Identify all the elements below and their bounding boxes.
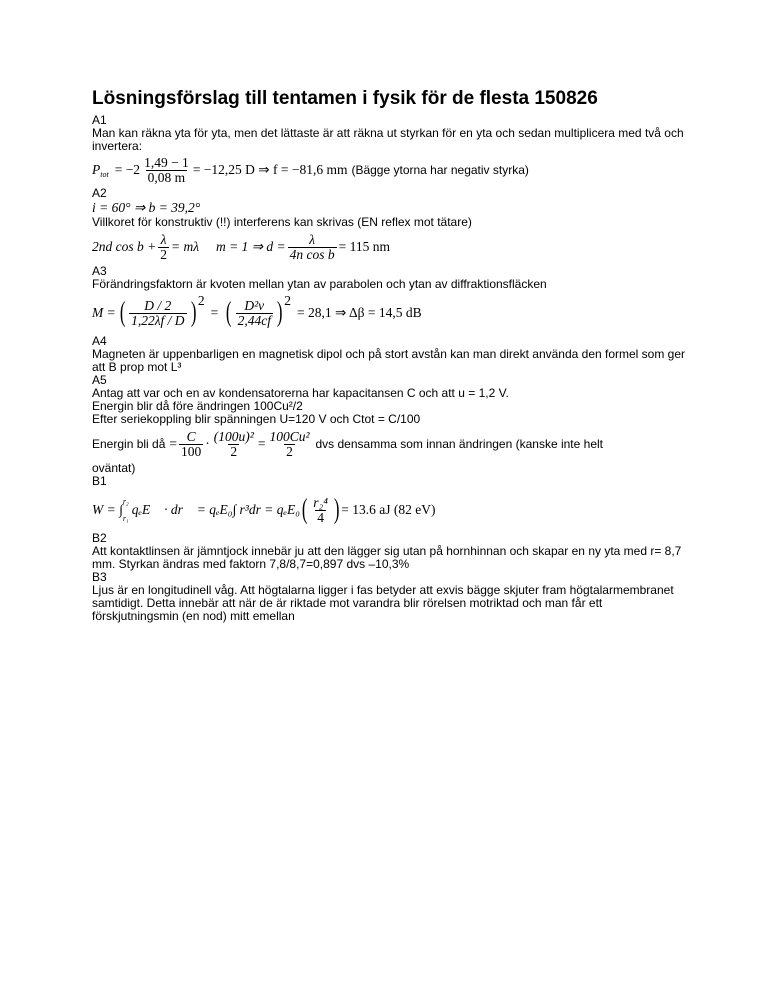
a1-note: (Bägge ytorna har negativ styrka): [351, 162, 529, 177]
b1-eq-lhs: W = ∫: [92, 502, 123, 517]
b1-eq-body: qₑE⃗ · dr⃗ = qₑE₀∫ r³dr = qₑE₀: [131, 502, 300, 517]
a3-text: Förändringsfaktorn är kvoten mellan ytan av parabolen och ytan av diffraktionsfläcken: [92, 277, 547, 291]
section-label-b2: B2: [92, 531, 107, 545]
a1-text: Man kan räkna yta för yta, men det lättaste är att räkna ut styrkan för en yta och sedan multiplicera med två och invertera:: [92, 126, 684, 153]
document-page: [92, 88, 692, 623]
a3-eq-f2-num: D²ν: [244, 297, 265, 313]
a2-eq-f1-den: 2: [160, 246, 167, 262]
a2-equation: [92, 229, 692, 265]
a5-f1-num: C: [186, 428, 196, 444]
section-label-a3: A3: [92, 264, 107, 278]
a2-eq-mid: = mλ m = 1 ⇒ d =: [170, 239, 286, 254]
section-label-a1: A1: [92, 113, 107, 127]
a2-eq-rhs: = 115 nm: [338, 239, 390, 254]
section-label-a2: A2: [92, 186, 107, 200]
a1-eq-den: 0,08 m: [147, 169, 186, 185]
a3-eq-f2-den: 2,44cf: [237, 312, 271, 328]
section-label-a4: A4: [92, 334, 107, 348]
section-label-b3: B3: [92, 570, 107, 584]
a5-tail2: oväntat): [92, 461, 136, 475]
a5-line3: Efter seriekoppling blir spänningen U=120 V och Ctot = C/100: [92, 412, 421, 426]
a3-eq-eq: =: [210, 305, 219, 320]
b1-eq-frac-num: r₂⁴: [313, 494, 328, 510]
a3-eq-lhs: M =: [92, 305, 116, 320]
a2-text: Villkoret för konstruktiv (!!) interferens kan skrivas (EN reflex mot tätare): [92, 215, 472, 229]
a2-eq-f1-num: λ: [160, 231, 167, 247]
b1-eq-lim-bot: r₁: [122, 514, 129, 523]
b1-eq-frac-den: 4: [317, 509, 324, 525]
page-title: Lösningsförslag till tentamen i fysik för de flesta 150826: [92, 88, 598, 109]
a3-equation: M = ( $\frac{D / 2}{1,22\lambda f / D}$ ) $^2$ = ( $\frac{\text{D²ν}}{2,44cf}$ ) $^2$ = 28,1 ⇒ Δβ = 14,5 dB: [92, 293, 422, 328]
a1-eq-sub: tot: [100, 169, 109, 179]
a2-eq-lhs: 2nd cos b +: [92, 239, 157, 254]
b1-equation: W = ∫ r₂ r₁ qₑE⃗ · dr⃗ = qₑE₀∫ r³dr = qₑE₀ ( $\frac{\text{r₂⁴}}{4}$ ) = 13.6 aJ (82 eV): [92, 494, 436, 525]
a2-eq-f2-num: λ: [309, 231, 316, 247]
a1-eq-rhs: = −12,25 D ⇒ f = −81,6 mm: [192, 162, 348, 177]
b1-eq-rhs: = 13.6 aJ (82 eV): [341, 502, 436, 517]
a5-equation: Energin bli då = $\frac{C}{100}$ · $\frac{\text{(100u)²}}{2}$ = $\frac{\text{100Cu²}}{2}$ dvs densamma som innan ändringen (kanske inte helt: [92, 428, 603, 459]
a5-f2-num: (100u)²: [213, 428, 254, 444]
a1-equation: [92, 153, 692, 187]
a5-line1: Antag att var och en av kondensatorerna har kapacitansen C och att u = 1,2 V.: [92, 386, 509, 400]
a5-lead: Energin bli då: [92, 436, 166, 451]
a3-eq-f1-num: D / 2: [144, 297, 172, 313]
a2-eq1: i = 60° ⇒ b = 39,2°: [92, 200, 201, 215]
a5-f2-den: 2: [230, 443, 238, 459]
a5-f3-den: 2: [286, 443, 293, 459]
a5-tail: dvs densamma som innan ändringen (kanske inte helt: [315, 436, 603, 451]
a3-eq-f1-den: 1,22λf / D: [131, 312, 185, 328]
a1-eq-coef: = −2: [114, 162, 141, 177]
a3-eq-exp-1: 2: [197, 293, 205, 308]
b1-eq-lim-top: r₂: [122, 497, 129, 506]
a5-f1-den: 100: [181, 443, 202, 459]
a1-eq-num: 1,49 − 1: [144, 154, 189, 170]
section-label-a5: A5: [92, 373, 107, 387]
a5-f3-num: 100Cu²: [269, 428, 310, 444]
section-label-b1: B1: [92, 474, 107, 488]
a1-eq-lhs: P: [92, 162, 101, 177]
a5-line2: Energin blir då före ändringen 100Cu²/2: [92, 399, 303, 413]
a4-text: Magneten är uppenbarligen en magnetisk dipol och på stort avstån kan man direkt använda den formel som ger att B prop mot L³: [92, 347, 686, 374]
a3-eq-rhs: = 28,1 ⇒ Δβ = 14,5 dB: [297, 305, 422, 320]
b3-text: Ljus är en longitudinell våg. Att högtalarna ligger i fas betyder att exvis bägge skjuter fram högtalarmembranet samtidigt. Detta innebär att när de är riktade mot varandra blir rörelsen motriktad och man får ett förskjutningsmin (en nod) mitt emellan: [92, 583, 674, 623]
b2-text: Att kontaktlinsen är jämntjock innebär ju att den lägger sig utan på hornhinnan och skapar en ny yta med r= 8,7 mm. Styrkan ändras med faktorn 7,8/8,7=0,897 dvs –10,3%: [92, 544, 682, 571]
a2-eq-f2-den: 4n cos b: [289, 246, 335, 262]
a3-eq-exp-2: 2: [284, 293, 292, 308]
